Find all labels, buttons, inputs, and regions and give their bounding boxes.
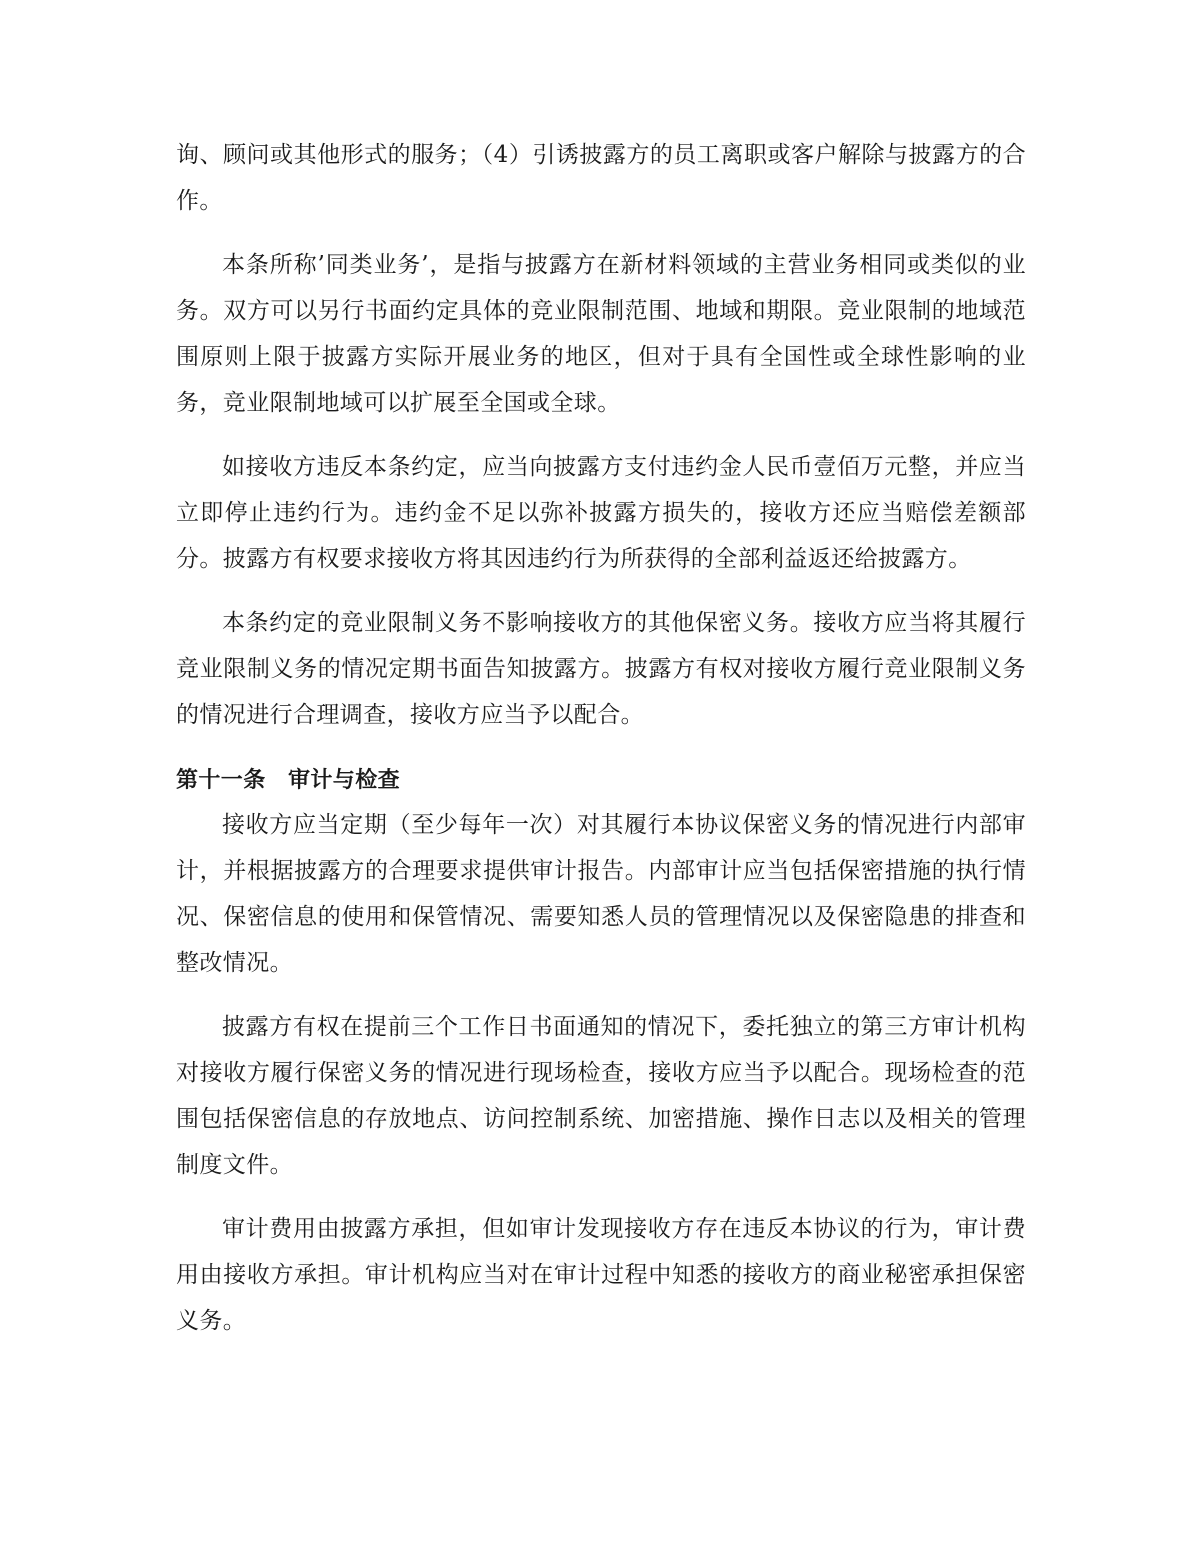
paragraph-breach-penalty: 如接收方违反本条约定，应当向披露方支付违约金人民币壹佰万元整，并应当立即停止违约行为。违约金不足以弥补披露方损失的，接收方还应当赔偿差额部分。披露方有权要求接收方将其因违约行为所获得的全部利益返还给披露方。 <box>176 454 1026 572</box>
section-heading-audit: 第十一条 审计与检查 <box>176 768 401 793</box>
paragraph-similar-business-definition: 本条所称’同类业务’，是指与披露方在新材料领域的主营业务相同或类似的业务。双方可以另行书面约定具体的竞业限制范围、地域和期限。竞业限制的地域范围原则上限于披露方实际开展业务的地区，但对于具有全国性或全球性影响的业务，竞业限制地域可以扩展至全国或全球。 <box>176 252 1026 416</box>
paragraph-internal-audit: 接收方应当定期（至少每年一次）对其履行本协议保密义务的情况进行内部审计，并根据披露方的合理要求提供审计报告。内部审计应当包括保密措施的执行情况、保密信息的使用和保管情况、需要知悉人员的管理情况以及保密隐患的排查和整改情况。 <box>176 812 1026 976</box>
paragraph-onsite-inspection: 披露方有权在提前三个工作日书面通知的情况下，委托独立的第三方审计机构对接收方履行保密义务的情况进行现场检查，接收方应当予以配合。现场检查的范围包括保密信息的存放地点、访问控制系统、加密措施、操作日志以及相关的管理制度文件。 <box>176 1014 1026 1178</box>
document-body <box>176 132 1026 1344</box>
paragraph-non-compete-reporting: 本条约定的竞业限制义务不影响接收方的其他保密义务。接收方应当将其履行竞业限制义务的情况定期书面告知披露方。披露方有权对接收方履行竞业限制义务的情况进行合理调查，接收方应当予以配合。 <box>176 610 1026 728</box>
paragraph-continuation: 询、顾问或其他形式的服务；（4）引诱披露方的员工离职或客户解除与披露方的合作。 <box>176 142 1026 214</box>
paragraph-audit-costs: 审计费用由披露方承担，但如审计发现接收方存在违反本协议的行为，审计费用由接收方承担。审计机构应当对在审计过程中知悉的接收方的商业秘密承担保密义务。 <box>176 1216 1026 1334</box>
